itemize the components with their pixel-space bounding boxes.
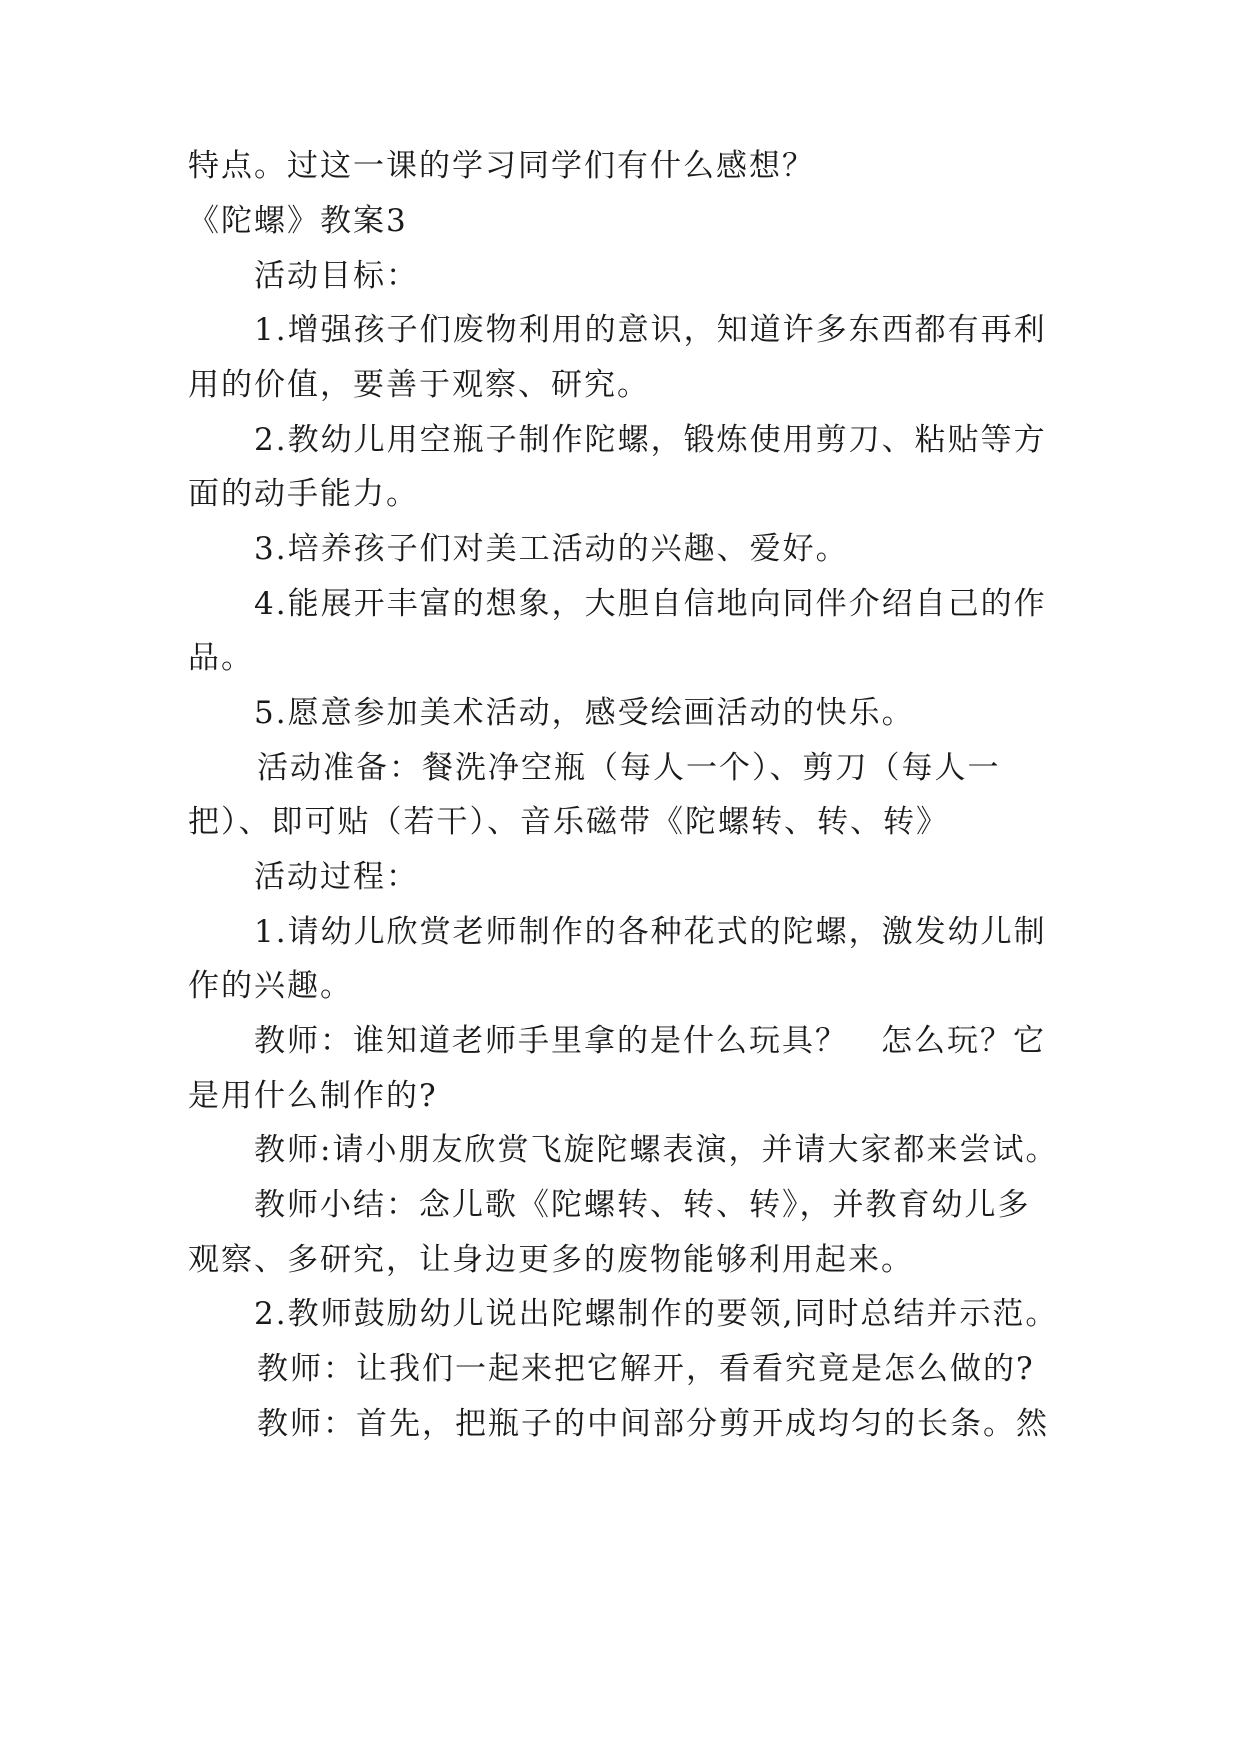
text-line: 1.请幼儿欣赏老师制作的各种花式的陀螺，激发幼儿制 (254, 914, 1047, 950)
text-line: 特点。过这一课的学习同学们有什么感想？ (188, 148, 815, 184)
text-line: 用的价值，要善于观察、研究。 (188, 367, 650, 403)
text-line: 教师:请小朋友欣赏飞旋陀螺表演，并请大家都来尝试。 (254, 1132, 1059, 1168)
text-line: 4.能展开丰富的想象，大胆自信地向同伴介绍自己的作 (254, 586, 1047, 622)
text-line: 2.教幼儿用空瓶子制作陀螺，锻炼使用剪刀、粘贴等方 (254, 422, 1047, 458)
text-line: 5.愿意参加美术活动，感受绘画活动的快乐。 (254, 695, 915, 731)
text-line: 作的兴趣。 (188, 968, 353, 1004)
text-line: 1.增强孩子们废物利用的意识，知道许多东西都有再利 (254, 312, 1047, 348)
section-title: 《陀螺》教案3 (188, 203, 408, 239)
text-line: 2.教师鼓励幼儿说出陀螺制作的要领,同时总结并示范。 (254, 1296, 1059, 1332)
text-line: 教师：谁知道老师手里拿的是什么玩具？ 怎么玩？它 (254, 1023, 1046, 1059)
text-line: 教师：首先，把瓶子的中间部分剪开成均匀的长条。然 (257, 1406, 1049, 1442)
text-line: 品。 (188, 640, 254, 676)
text-line: 把）、即可贴（若干）、音乐磁带《陀螺转、转、转》 (188, 804, 949, 840)
text-line: 观察、多研究，让身边更多的废物能够利用起来。 (188, 1242, 914, 1278)
heading-process: 活动过程： (254, 859, 419, 895)
text-line: 教师小结：念儿歌《陀螺转、转、转》，并教育幼儿多 (254, 1187, 1031, 1223)
text-line: 教师：让我们一起来把它解开，看看究竟是怎么做的? (257, 1351, 1035, 1387)
heading-preparation: 活动准备：餐洗净空瓶（每人一个）、剪刀（每人一 (257, 750, 1001, 786)
heading-goals: 活动目标： (254, 258, 419, 294)
text-line: 面的动手能力。 (188, 476, 419, 512)
text-line: 是用什么制作的? (188, 1078, 438, 1114)
text-line: 3.培养孩子们对美工活动的兴趣、爱好。 (254, 531, 849, 567)
